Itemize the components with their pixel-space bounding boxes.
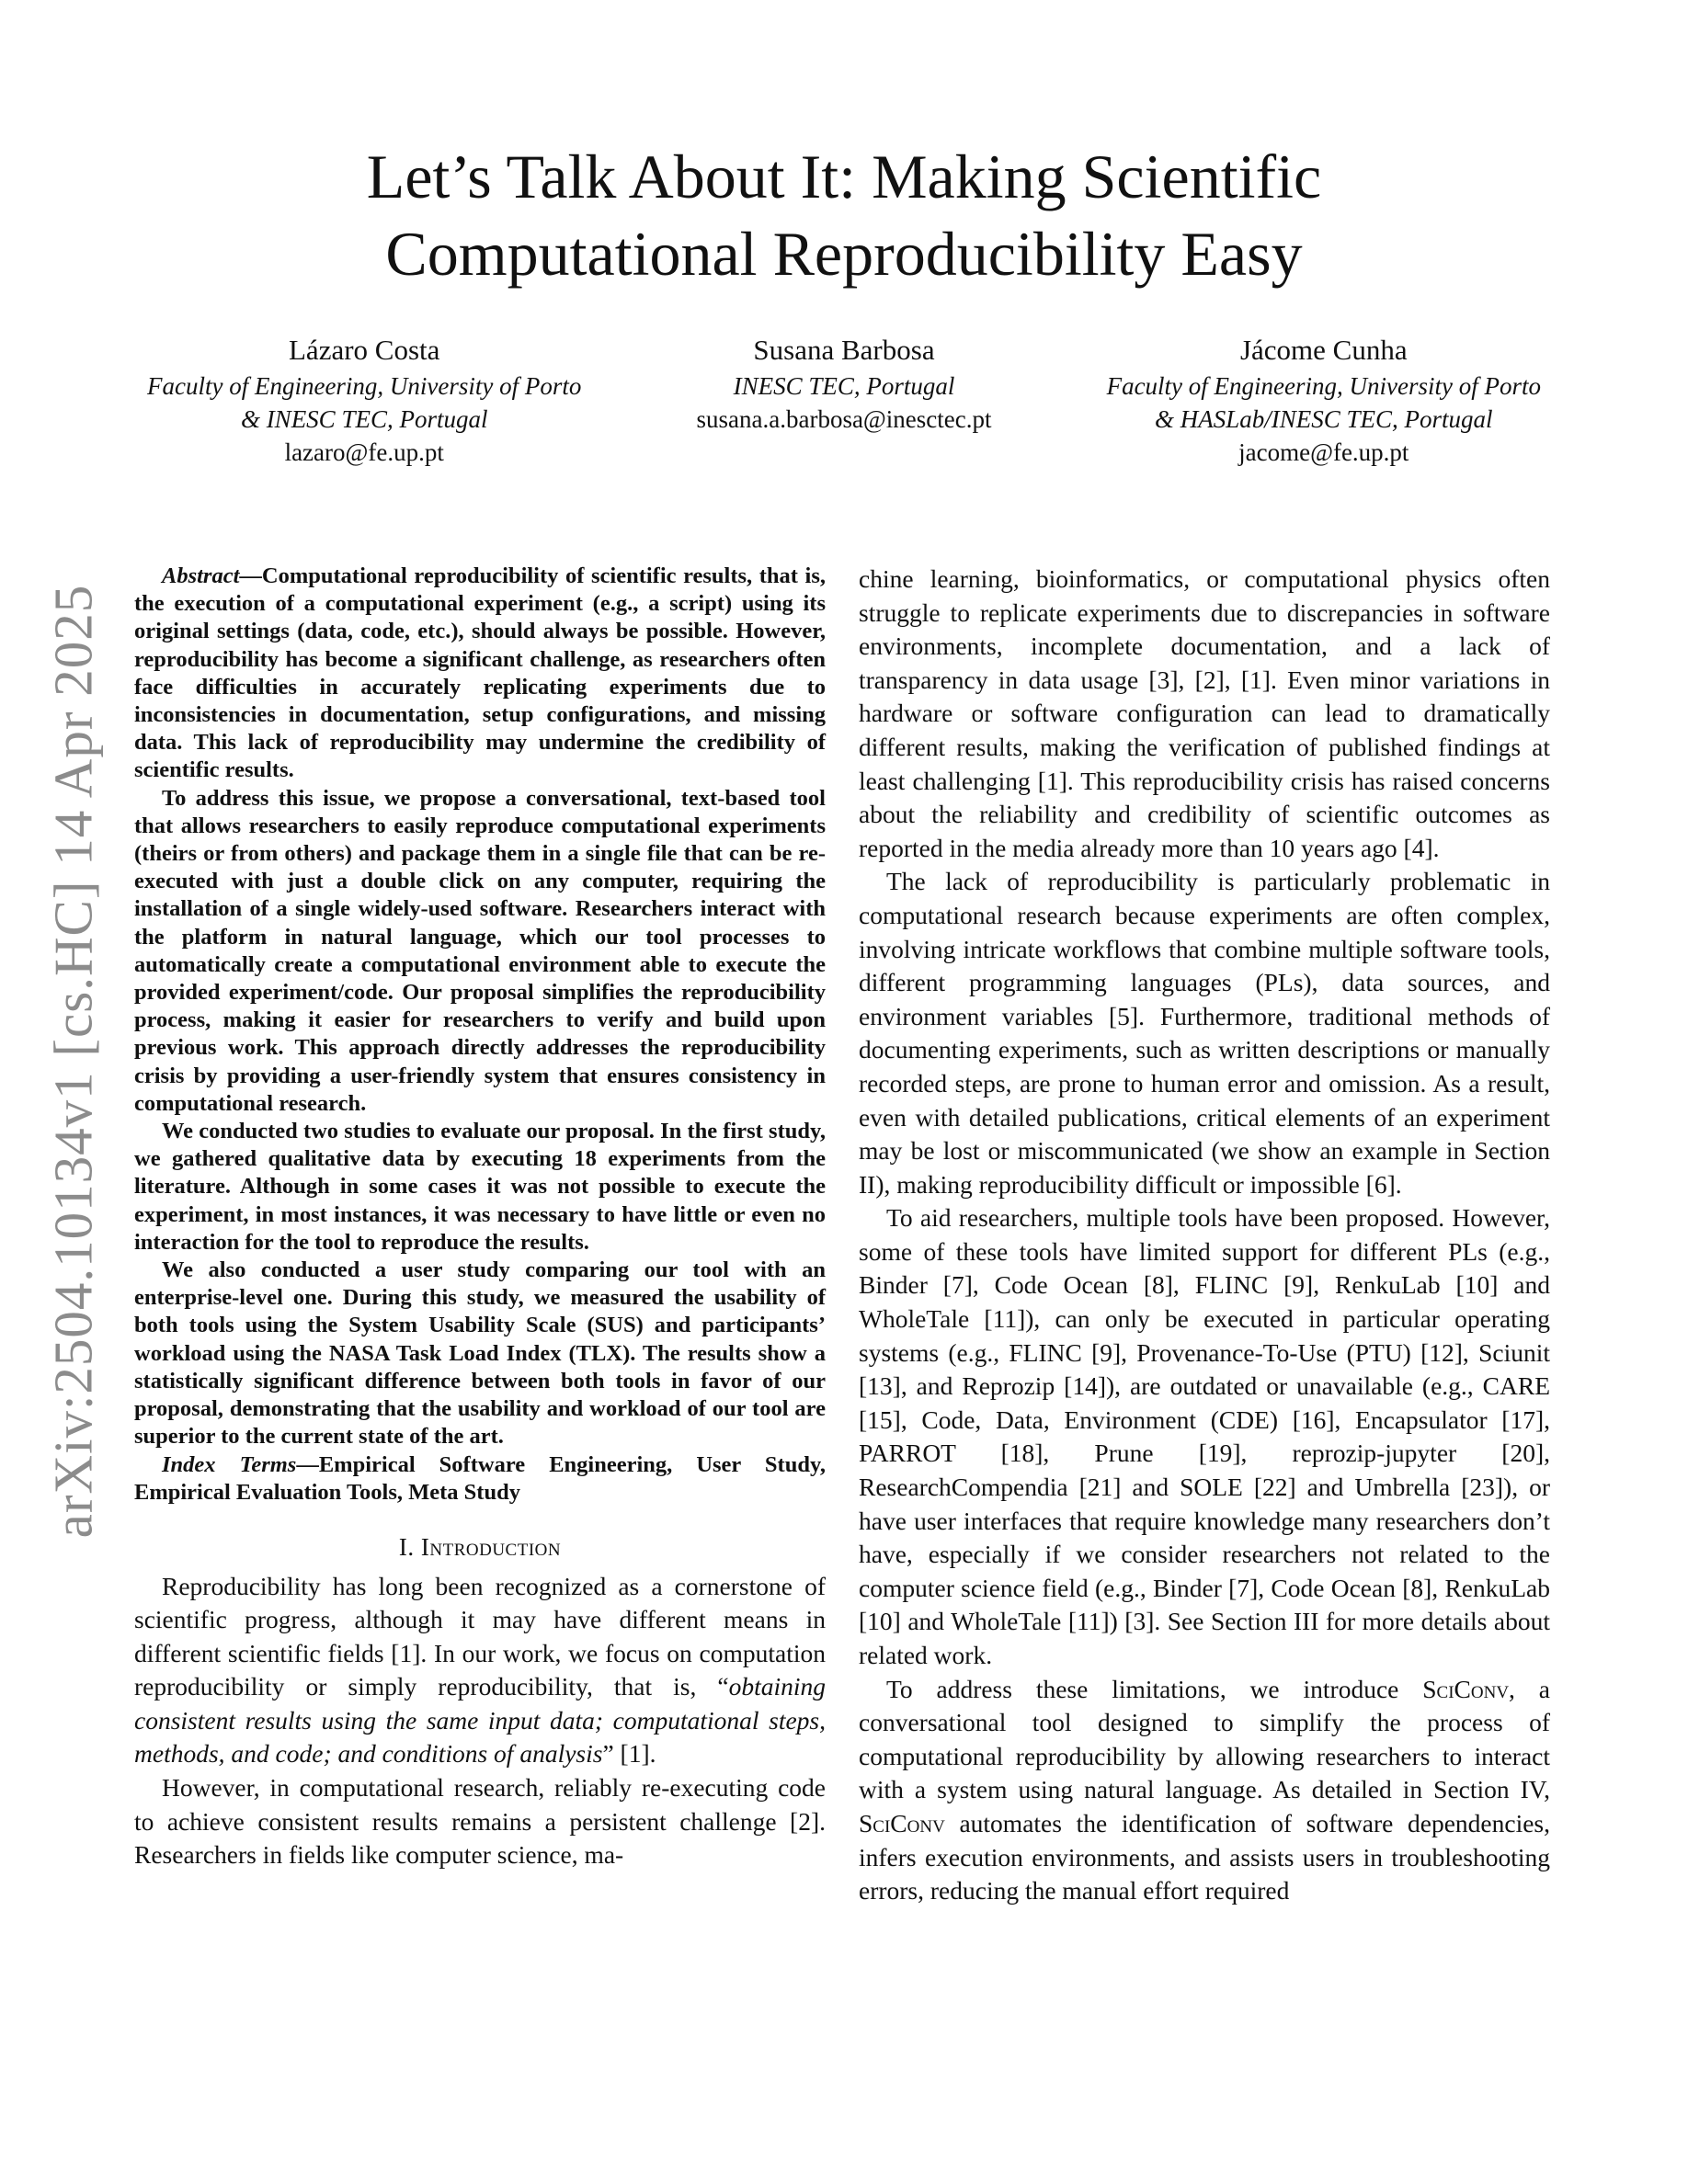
tool-name: SciConv [859,1808,945,1837]
author-name: Susana Barbosa [753,334,935,366]
abstract-text: —Computational reproducibility of scientific results, that is, the execution of a computational experiment (e.g., a script) using its original settings (data, code, etc.), should always be possible. However, reproducibility has become a significant challenge, as researchers often face difficulties in accurately replicating experiments due to inconsistencies in documentation, setup configurations, and missing data. This lack of reproducibility may undermine the credibility of scientific results. [134,563,826,783]
author-email: lazaro@fe.up.pt [284,438,444,466]
abstract-paragraph: To address this issue, we propose a conversational, text-based tool that allows researchers to easily reproduce computational experiments (theirs or from others) and package them in a single file that can be re-executed with just a double click on any computer, requiring the installation of a single widely-used software. Researchers interact with the platform in natural language, which our tool processes to automatically create a computational environment able to execute the provided experiment/code. Our proposal simplifies the reproducibility process, making it easier for researchers to verify and build upon previous work. This approach directly addresses the reproducibility crisis by providing a user-friendly system that ensures consistency in computational research. [134,785,826,1116]
body-paragraph [859,1673,1550,1908]
author-name: Lázaro Costa [289,334,440,366]
body-text-continued: chine learning, bioinformatics, or computational physics often struggle to replicate experiments due to discrepancies in software environments, incomplete documentation, and a lack of transparency in data usage [3], [2], [1]. Even minor variations in hardware or software configuration can lead to dramatically different results, making the verification of published findings at least challenging [1]. This reproducibility crisis has raised concerns about the reliability and credibility of scientific outcomes as reported in the media already more than 10 years ago [4]. [859,564,1550,862]
body-text: To address these limitations, we introduce [886,1674,1423,1703]
paper-title [156,138,1532,292]
author-name: Jácome Cunha [1239,334,1408,366]
section-title: Introduction [420,1532,562,1561]
body-text: ” [1]. [602,1739,656,1769]
arxiv-identifier-text: arXiv:2504.10134v1 [cs.HC] 14 Apr 2025 [42,584,104,1538]
body-paragraph: The lack of reproducibility is particularly problematic in computational research because experiments are often complex, involving intricate workflows that combine multiple software tools, different programming languages (PLs), data sources, and environment variables [5]. Furthermore, traditional methods of documenting experiments, such as written descriptions or manually recorded steps, are prone to human error and omission. As a result, even with detailed publications, critical elements of an experiment may be lost or miscommunicated (we show an example in Section II), making reproducibility difficult or impossible [6]. [859,867,1550,1199]
definition-quote: obtaining consistent results using the same input data; computational steps, methods, and code; and conditions of analysis [134,1672,826,1769]
intro-left [134,1570,826,1872]
abstract [134,563,826,1507]
body-paragraph: However, in computational research, reliably re-executing code to achieve consistent results remains a persistent challenge [2]. Researchers in fields like computer science, ma- [134,1773,826,1870]
author-list [147,331,1541,469]
body-text: automates the identification of software dependencies, infers execution environments, and assists users in troubleshooting errors, reducing the manual effort required [859,1808,1550,1905]
paper-title-line-1: Let’s Talk About It: Making Scientific [366,142,1322,211]
body-paragraph: To aid researchers, multiple tools have been proposed. However, some of these tools have limited support for different PLs (e.g., Binder [7], Code Ocean [8], FLINC [9], RenkuLab [10] and WholeTale [11]), can only be executed in particular operating systems (e.g., FLINC [9], Provenance-To-Use (PTU) [12], Sciunit [13], and Reprozip [14]), are outdated or unavailable (e.g., CARE [15], Code, Data, Environment (CDE) [16], Encapsulator [17], PARROT [18], Prune [19], reprozip-jupyter [20], ResearchCompendia [21] and SOLE [22] and Umbrella [23]), or have user interfaces that require knowledge many researchers don’t have, especially if we consider researchers not related to the computer science field (e.g., Binder [7], Code Ocean [8], RenkuLab [10] and WholeTale [11]) [3]. See Section III for more details about related work. [859,1203,1550,1669]
arxiv-identifier [44,564,103,1557]
author-block [1107,331,1541,469]
left-column [134,563,826,1872]
abstract-paragraph: We also conducted a user study comparing our tool with an enterprise-level one. During this study, we measured the usability of both tools using the System Usability Scale (SUS) and participants’ workload using the NASA Task Load Index (TLX). The results show a statistically significant difference between both tools in favor of our proposal, demonstrating that the usability and workload of our tool are superior to the current state of the art. [134,1257,826,1450]
author-block [147,331,581,469]
tool-name: SciConv [1422,1674,1510,1703]
author-affiliation: Faculty of Engineering, University of Porto [147,372,582,400]
index-terms [134,1451,826,1507]
author-affiliation: Faculty of Engineering, University of Porto [1106,372,1541,400]
index-terms-label: Index Terms [162,1451,297,1477]
author-affiliation: INESC TEC, Portugal [733,372,955,400]
abstract-paragraph [134,563,826,785]
section-number: I. [398,1532,421,1561]
author-affiliation: & INESC TEC, Portugal [240,405,488,433]
body-paragraph-continued [859,563,1550,865]
author-block [697,331,992,469]
author-email: susana.a.barbosa@inesctec.pt [696,405,992,433]
abstract-label: Abstract [162,563,240,588]
right-column [859,563,1550,1908]
author-email: jacome@fe.up.pt [1238,438,1409,466]
body-paragraph [134,1570,826,1772]
abstract-paragraph: We conducted two studies to evaluate our proposal. In the first study, we gathered qualitative data by executing 18 experiments from the literature. Although in some cases it was not possible to execute the experiment, in most instances, it was necessary to have little or even no interaction for the tool to reproduce the results. [134,1119,826,1255]
index-terms-text: —Empirical Software Engineering, User Study, Empirical Evaluation Tools, Meta Study [134,1451,826,1505]
paper-title-line-2: Computational Reproducibility Easy [385,219,1303,289]
author-affiliation: & HASLab/INESC TEC, Portugal [1155,405,1493,433]
body-text: , a conversational tool designed to simplify the process of computational reproducibility by allowing researchers to interact with a system using natural language. As detailed in Section IV, [859,1674,1550,1804]
body-text: Reproducibility has long been recognized as a cornerstone of scientific progress, although it may have different means in different scientific fields [1]. In our work, we focus on computation reproducibility or simply reproducibility, that is, “ [134,1571,826,1701]
section-heading [134,1530,826,1564]
